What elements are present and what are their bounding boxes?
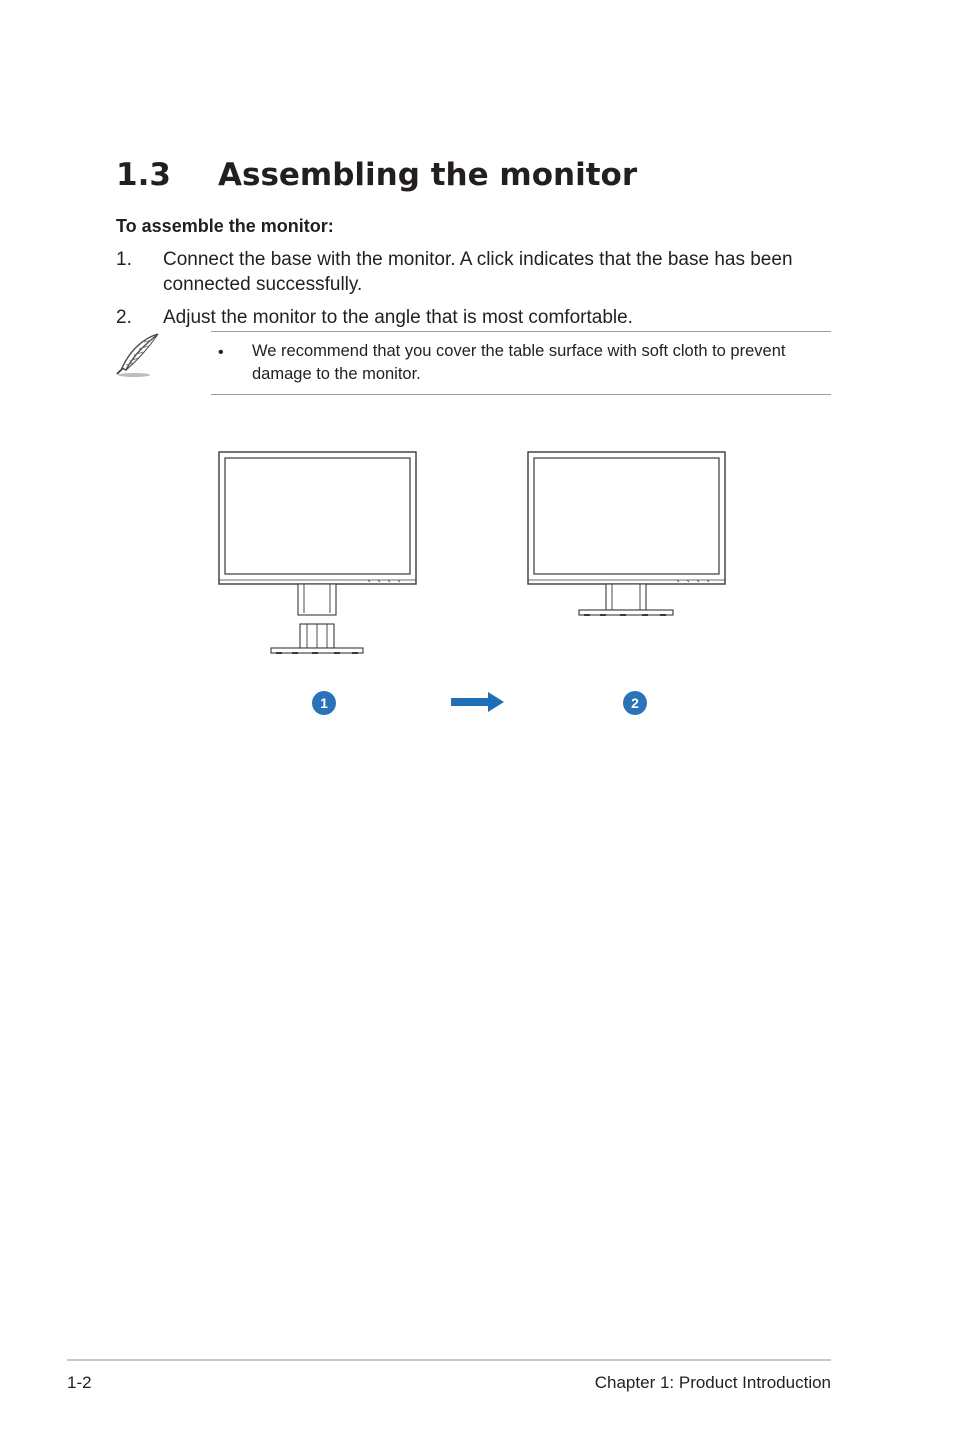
step-2-badge-label: 2	[631, 695, 639, 711]
monitor-with-attached-base	[528, 452, 725, 615]
procedure-heading: To assemble the monitor:	[116, 216, 334, 236]
step-text: Adjust the monitor to the angle that is most comfortable.	[163, 307, 633, 328]
chapter-title: Chapter 1: Product Introduction	[594, 1373, 831, 1392]
note-bullet: •	[218, 344, 224, 361]
section-number: 1.3	[116, 157, 171, 193]
note-top-divider	[211, 331, 831, 332]
step-number: 2.	[116, 307, 132, 328]
step-number: 1.	[116, 249, 132, 270]
section-title	[116, 154, 637, 196]
step-item	[116, 305, 831, 330]
feather-pen-icon	[114, 332, 162, 378]
step-text: Connect the base with the monitor. A click indicates that the base has been connected successfully.	[163, 249, 793, 295]
arrow-right-icon	[451, 692, 504, 712]
step-1-badge-label: 1	[320, 695, 328, 711]
footer-divider	[67, 1359, 831, 1361]
note-text: We recommend that you cover the table surface with soft cloth to prevent damage to the monitor.	[252, 342, 786, 383]
page-number: 1-2	[67, 1373, 92, 1392]
section-title-text: Assembling the monitor	[218, 157, 638, 193]
step-item	[116, 247, 831, 297]
monitor-with-detached-base	[219, 452, 416, 653]
step-1-badge	[312, 691, 336, 715]
step-2-badge	[623, 691, 647, 715]
note-bottom-divider	[211, 394, 831, 395]
assembly-illustration	[210, 445, 740, 725]
